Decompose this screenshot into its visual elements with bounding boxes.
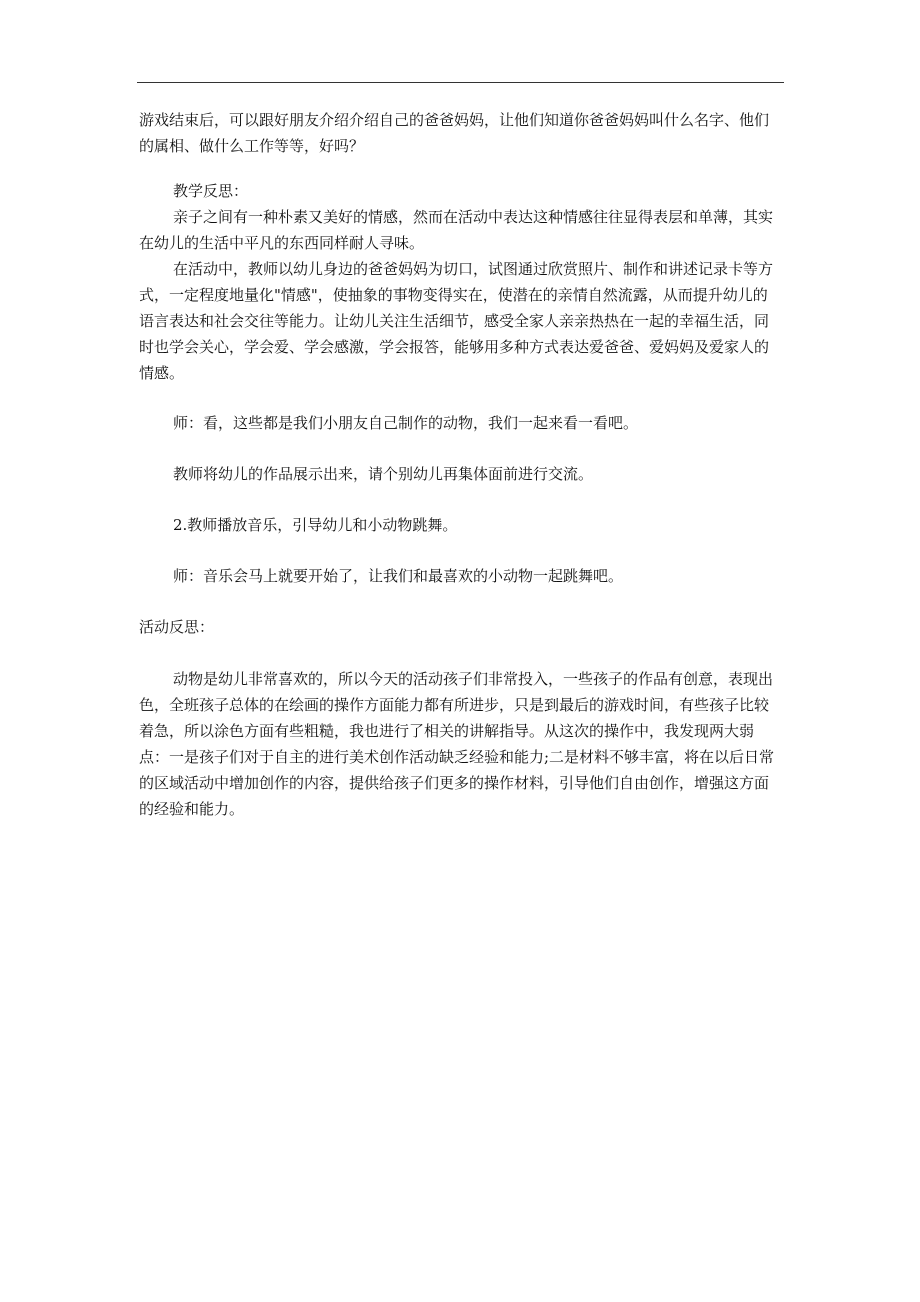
document-body (139, 107, 779, 822)
paragraph-teacher-dance: 师：音乐会马上就要开始了，让我们和最喜欢的小动物一起跳舞吧。 (173, 567, 624, 585)
header-rule (137, 82, 784, 83)
heading-teaching-reflection: 教学反思： (173, 182, 249, 200)
paragraph-game-end: 游戏结束后，可以跟好朋友介绍介绍自己的爸爸妈妈，让他们知道你爸爸妈妈叫什么名字、他们的属相、做什么工作等等，好吗？ (139, 111, 770, 155)
paragraph-parent-child-emotion: 亲子之间有一种朴素又美好的情感，然而在活动中表达这种情感往往显得表层和单薄，其实在幼儿的生活中平凡的东西同样耐人寻味。 (139, 208, 774, 252)
paragraph-show-works: 教师将幼儿的作品展示出来，请个别幼儿再集体面前进行交流。 (173, 465, 594, 483)
paragraph-activity-summary: 在活动中，教师以幼儿身边的爸爸妈妈为切口，试图通过欣赏照片、制作和讲述记录卡等方式，一定程度地量化"情感"，使抽象的事物变得实在，使潜在的亲情自然流露，从而提升幼儿的语言表达和社会交往等能力。让幼儿关注生活细节，感受全家人亲亲热热在一起的幸福生活，同时也学会关心，学会爱、学会感激，学会报答，能够用多种方式表达爱爸爸、爱妈妈及爱家人的情感。 (139, 260, 774, 382)
heading-activity-reflection: 活动反思： (139, 618, 215, 636)
paragraph-play-music: 2.教师播放音乐，引导幼儿和小动物跳舞。 (173, 516, 458, 534)
paragraph-teacher-look: 师：看，这些都是我们小朋友自己制作的动物，我们一起来看一看吧。 (173, 414, 639, 432)
paragraph-activity-reflection: 动物是幼儿非常喜欢的，所以今天的活动孩子们非常投入，一些孩子的作品有创意，表现出色，全班孩子总体的在绘画的操作方面能力都有所进步，只是到最后的游戏时间，有些孩子比较着急，所以涂色方面有些粗糙，我也进行了相关的讲解指导。从这次的操作中，我发现两大弱点：一是孩子们对于自主的进行美术创作活动缺乏经验和能力;二是材料不够丰富，将在以后日常的区域活动中增加创作的内容，提供给孩子们更多的操作材料，引导他们自由创作，增强这方面的经验和能力。 (139, 670, 775, 818)
